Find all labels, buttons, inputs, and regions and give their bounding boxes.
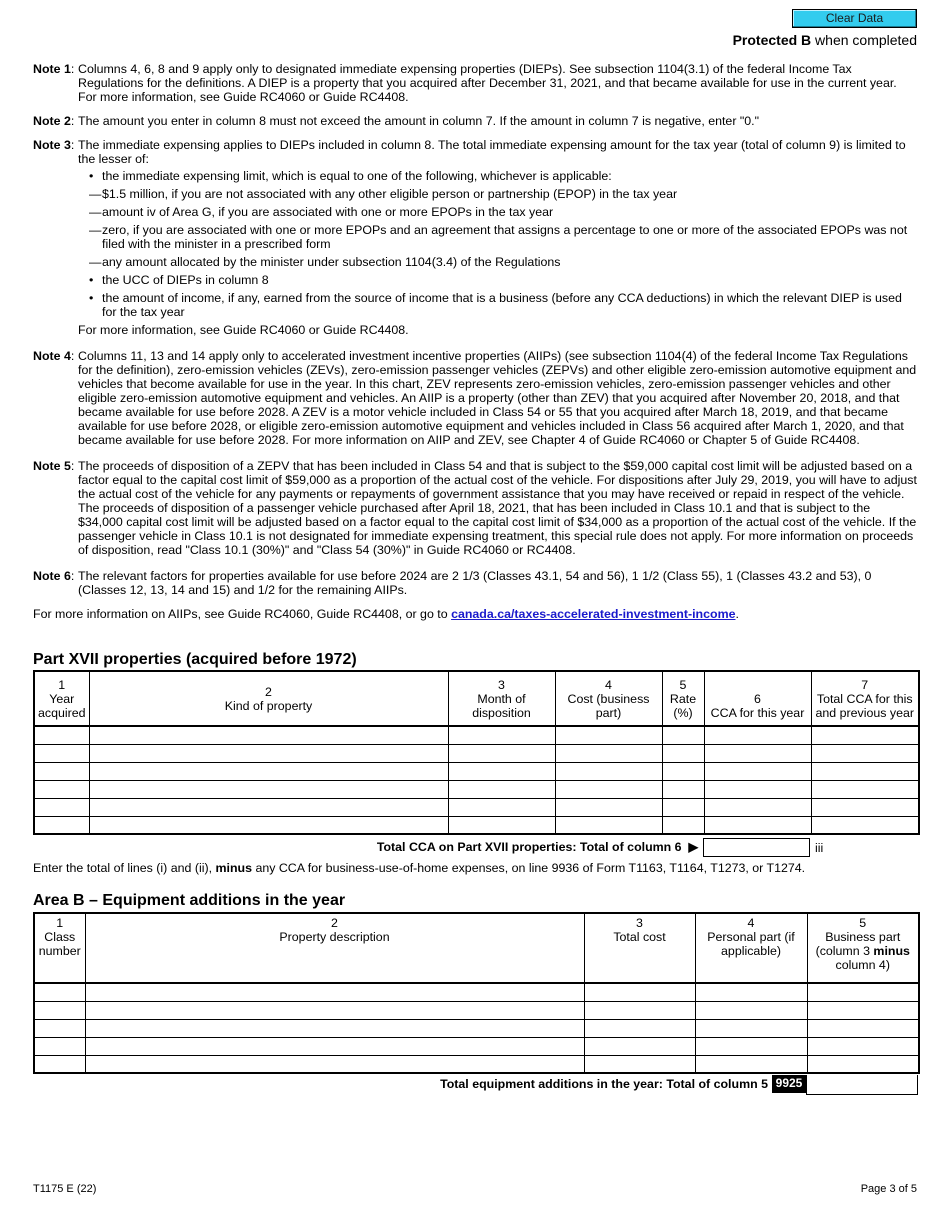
areab-col-3: 3 Total cost [584, 913, 695, 983]
areab-col-1: 1 Class number [34, 913, 85, 983]
part17-col-1: 1 Year acquired [34, 671, 89, 726]
part17-col-4: 4 Cost (business part) [555, 671, 662, 726]
table-cell[interactable] [811, 762, 919, 780]
table-cell[interactable] [811, 744, 919, 762]
table-cell[interactable] [89, 798, 448, 816]
table-cell[interactable] [584, 1037, 695, 1055]
note-4-label: Note 4 [33, 349, 71, 363]
table-cell[interactable] [811, 798, 919, 816]
table-cell[interactable] [584, 983, 695, 1001]
table-cell[interactable] [695, 1019, 807, 1037]
table-cell[interactable] [448, 762, 555, 780]
notes-section [33, 62, 918, 621]
table-row [34, 1001, 919, 1019]
table-cell[interactable] [704, 726, 811, 744]
note-6: Note 6: The relevant factors for properties available for use before 2024 are 2 1/3 (Classes 43.1, 54 and 56), 1 1/2 (Class 55), 1 (Classes 43.2 and 53), 0 (Classes 12, 13, 14 and 15) and 1/2 for the remaining AIIPs. [33, 569, 918, 597]
table-cell[interactable] [807, 1037, 919, 1055]
table-cell[interactable] [811, 726, 919, 744]
table-cell[interactable] [662, 780, 704, 798]
note-3: Note 3: The immediate expensing applies to DIEPs included in column 8. The total immediate expensing amount for the tax year (total of column 9) is limited to the lesser of: • the immediate expensing limit, which is equal to one of the following, whichever is applicable: — $1.5 million, if you are not associated with any other eligible person or partnership (EPOP) in the tax year — amount iv of Area G, if you are associated with one or more EPOPs in the tax year — zero, if you are associated with one or more EPOPs and an agreement that assigns a percentage to one or more of the associated EPOPs was not filed with the minister in a prescribed form — any amount allocated by the minister under subsection 1104(3.4) of the Regulations • the UCC of DIEPs in column 8 • the amount of income, if any, earned from the source of income that is a business (before any CCA deductions) in which the relevant DIEP is used for the tax year For more information, see Guide RC4060 or Guide RC4408. [33, 138, 918, 337]
table-cell[interactable] [448, 816, 555, 834]
table-cell[interactable] [555, 762, 662, 780]
table-cell[interactable] [662, 744, 704, 762]
instruction-bold: minus [215, 861, 252, 875]
instruction-post: any CCA for business-use-of-home expenses, on line 9936 of Form T1163, T1164, T1273, or T1274. [252, 861, 806, 875]
table-cell[interactable] [704, 762, 811, 780]
note-4-text: Columns 11, 13 and 14 apply only to accelerated investment incentive properties (AIIPs) (see subsection 1104(4) of the federal Income Tax Regulations for the definition), zero-emission vehicles (ZEVs), zero-emission passenger vehicles (ZEPVs) and other eligible zero-emission automotive equipment and vehicles that become available for use in the year. In this chart, ZEV represents zero-emission vehicles, zero-emission passenger vehicles and other eligible zero-emission automotive equipment and vehicles. An AIIP is a property (other than ZEV) that you acquired after November 20, 2018, and that became available for use before 2028. A ZEV is a motor vehicle included in Class 54 or 55 that you acquired after March 18, 2019, and that became available for use before 2028, or eligible zero-emission automotive equipment and vehicles included in Class 56 acquired after March 1, 2020, and that became available for use before 2028. For more information on AIIP and ZEV, see Chapter 4 of Guide RC4060 or Chapter 5 of Guide RC4408. [78, 349, 917, 447]
note-6-text: The relevant factors for properties available for use before 2024 are 2 1/3 (Classes 43.1, 54 and 56), 1 1/2 (Class 55), 1 (Classes 43.2 and 53), 0 (Classes 12, 13, 14 and 15) and 1/2 for the remaining AIIPs. [78, 569, 872, 597]
table-cell[interactable] [85, 1055, 584, 1073]
table-cell[interactable] [811, 816, 919, 834]
protected-b-rest: when completed [811, 32, 917, 48]
part17-col-5: 5 Rate (%) [662, 671, 704, 726]
note-2-label: Note 2 [33, 114, 71, 128]
table-cell[interactable] [584, 1001, 695, 1019]
areab-col-5: 5 Business part (column 3 minus column 4) [807, 913, 919, 983]
table-cell[interactable] [704, 780, 811, 798]
note-2-text: The amount you enter in column 8 must not exceed the amount in column 7. If the amount in column 7 is negative, enter "0." [78, 114, 760, 128]
part17-instruction [33, 861, 918, 875]
areab-title: Area B – Equipment additions in the year [33, 892, 346, 909]
note-2: Note 2: The amount you enter in column 8 must not exceed the amount in column 7. If the amount in column 7 is negative, enter "0." [33, 114, 918, 128]
list-item: • the immediate expensing limit, which is equal to one of the following, whichever is applicable: [102, 169, 918, 183]
table-cell[interactable] [89, 744, 448, 762]
table-row [34, 1019, 919, 1037]
table-row [34, 816, 919, 834]
table-cell[interactable] [34, 1001, 85, 1019]
table-cell[interactable] [89, 726, 448, 744]
note-1-text: Columns 4, 6, 8 and 9 apply only to designated immediate expensing properties (DIEPs). See subsection 1104(3.1) of the federal Income Tax Regulations for the definitions. A DIEP is a property that you acquired after December 31, 2021, and that became available for use in the current year. For more information, see Guide RC4060 or Guide RC4408. [78, 62, 897, 104]
part17-col-6: 6 CCA for this year [704, 671, 811, 726]
table-row [34, 983, 919, 1001]
part17-total-ref: iii [815, 841, 824, 855]
table-cell[interactable] [555, 798, 662, 816]
table-cell[interactable] [662, 798, 704, 816]
part17-total-label [200, 840, 698, 854]
table-cell[interactable] [555, 816, 662, 834]
table-cell[interactable] [85, 1037, 584, 1055]
note-1-label: Note 1 [33, 62, 71, 76]
protected-b-label [733, 32, 917, 48]
table-cell[interactable] [807, 1019, 919, 1037]
note-5: Note 5: The proceeds of disposition of a ZEPV that has been included in Class 54 and that is subject to the $59,000 capital cost limit will be adjusted based on a factor equal to the capital cost limit of $59,000 as a proportion of the actual cost of the vehicle. For dispositions after July 29, 2019, you will have to adjust the actual cost of the vehicle for any payments or repayments of government assistance that you may have received or repaid in respect of the vehicle. The proceeds of disposition of a passenger vehicle purchased after April 18, 2021, that has been included in Class 10.1 and that is subject to the $34,000 capital cost limit will be adjusted based on a factor equal to the capital cost limit of $34,000 as a proportion of the actual cost of the vehicle. If the passenger vehicle in Class 10.1 is not designated for immediate expensing treatment, this special rule does not apply. For more information on proceeds of disposition, read "Class 10.1 (30%)" and "Class 54 (30%)" in Guide RC4060 or RC4408. [33, 459, 917, 557]
table-cell[interactable] [584, 1019, 695, 1037]
note-1: Note 1: Columns 4, 6, 8 and 9 apply only to designated immediate expensing properties (DIEPs). See subsection 1104(3.1) of the federal Income Tax Regulations for the definitions. A DIEP is a property that you acquired after December 31, 2021, and that became available for use in the current year. For more information, see Guide RC4060 or Guide RC4408. [33, 62, 918, 104]
table-row [34, 1055, 919, 1073]
areab-table [33, 912, 920, 1074]
table-cell[interactable] [34, 726, 89, 744]
table-cell[interactable] [34, 1019, 85, 1037]
list-item: — amount iv of Area G, if you are associated with one or more EPOPs in the tax year [102, 205, 918, 219]
table-cell[interactable] [89, 762, 448, 780]
list-item: — $1.5 million, if you are not associated with any other eligible person or partnership (EPOP) in the tax year [102, 187, 918, 201]
table-cell[interactable] [807, 1055, 919, 1073]
table-cell[interactable] [704, 744, 811, 762]
table-cell[interactable] [555, 726, 662, 744]
part17-col-7: 7 Total CCA for this and previous year [811, 671, 919, 726]
page-number: Page 3 of 5 [860, 1183, 917, 1195]
note-3-more: For more information, see Guide RC4060 or Guide RC4408. [78, 323, 409, 337]
areab-total-input[interactable] [806, 1075, 918, 1095]
clear-data-button[interactable]: Clear Data [792, 9, 917, 28]
areab-col-2: 2 Property description [85, 913, 584, 983]
note-5-label: Note 5 [33, 459, 71, 473]
note-5-text: The proceeds of disposition of a ZEPV that has been included in Class 54 and that is subject to the $59,000 capital cost limit will be adjusted based on a factor equal to the capital cost limit of $59,000 as a proportion of the actual cost of the vehicle. For dispositions after July 29, 2019, you will have to adjust the actual cost of the vehicle for any payments or repayments of government assistance that you may have received or repaid in respect of the vehicle. The proceeds of disposition of a passenger vehicle purchased after April 18, 2021, that has been included in Class 10.1 and that is subject to the $34,000 capital cost limit will be adjusted based on a factor equal to the capital cost limit of $34,000 as a proportion of the actual cost of the vehicle. If the passenger vehicle in Class 10.1 is not designated for immediate expensing treatment, this special rule does not apply. For more information on proceeds of disposition, read "Class 10.1 (30%)" and "Class 54 (30%)" in Guide RC4060 or RC4408. [78, 459, 917, 557]
table-cell[interactable] [34, 816, 89, 834]
part17-table [33, 670, 920, 835]
table-cell[interactable] [34, 744, 89, 762]
table-row [34, 744, 919, 762]
table-cell[interactable] [662, 726, 704, 744]
table-cell[interactable] [662, 816, 704, 834]
table-cell[interactable] [695, 1037, 807, 1055]
line-code-badge: 9925 [772, 1075, 806, 1093]
table-cell[interactable] [448, 798, 555, 816]
table-cell[interactable] [34, 798, 89, 816]
aiip-info [33, 607, 918, 621]
table-cell[interactable] [34, 983, 85, 1001]
aiip-link[interactable]: canada.ca/taxes-accelerated-investment-income [451, 607, 736, 621]
table-cell[interactable] [448, 726, 555, 744]
part17-col-3: 3 Month of disposition [448, 671, 555, 726]
table-cell[interactable] [85, 1001, 584, 1019]
table-cell[interactable] [85, 1019, 584, 1037]
part17-total-input[interactable] [703, 838, 810, 857]
table-row [34, 780, 919, 798]
table-cell[interactable] [662, 762, 704, 780]
aiip-info-end: . [735, 607, 739, 621]
table-cell[interactable] [704, 798, 811, 816]
note-3-list [78, 169, 918, 319]
note-6-label: Note 6 [33, 569, 71, 583]
areab-total-label: Total equipment additions in the year: Total of column 5 [440, 1077, 768, 1091]
table-cell[interactable] [807, 1001, 919, 1019]
table-row [34, 1037, 919, 1055]
list-item: • the amount of income, if any, earned from the source of income that is a business (before any CCA deductions) in which the relevant DIEP is used for the tax year [102, 291, 918, 319]
areab-col-4: 4 Personal part (if applicable) [695, 913, 807, 983]
table-cell[interactable] [704, 816, 811, 834]
table-row [34, 726, 919, 744]
part17-col-2: 2 Kind of property [89, 671, 448, 726]
areab-header-row [34, 913, 919, 983]
table-cell[interactable] [34, 1037, 85, 1055]
part17-header-row [34, 671, 919, 726]
protected-b-bold: Protected B [732, 32, 812, 48]
list-item: — any amount allocated by the minister under subsection 1104(3.4) of the Regulations [102, 255, 918, 269]
note-3-label: Note 3 [33, 138, 71, 152]
table-cell[interactable] [34, 1055, 85, 1073]
list-item: — zero, if you are associated with one or more EPOPs and an agreement that assigns a percentage to one or more of the associated EPOPs was not filed with the minister in a prescribed form [102, 223, 918, 251]
table-cell[interactable] [555, 744, 662, 762]
table-cell[interactable] [807, 983, 919, 1001]
part17-title: Part XVII properties (acquired before 1972) [33, 651, 357, 668]
table-cell[interactable] [695, 983, 807, 1001]
table-cell[interactable] [695, 1055, 807, 1073]
note-3-text: The immediate expensing applies to DIEPs included in column 8. The total immediate expensing amount for the tax year (total of column 9) is limited to the lesser of: [78, 138, 906, 166]
instruction-pre: Enter the total of lines (i) and (ii), [33, 861, 216, 875]
note-4: Note 4: Columns 11, 13 and 14 apply only to accelerated investment incentive properties (AIIPs) (see subsection 1104(4) of the federal Income Tax Regulations for the definition), zero-emission vehicles (ZEVs), zero-emission passenger vehicles (ZEPVs) and other eligible zero-emission automotive equipment and vehicles that become available for use in the year. In this chart, ZEV represents zero-emission vehicles, zero-emission passenger vehicles and other eligible zero-emission automotive equipment and vehicles. An AIIP is a property (other than ZEV) that you acquired after November 20, 2018, and that became available for use before 2028. A ZEV is a motor vehicle included in Class 54 or 55 that you acquired after March 18, 2019, and that became available for use before 2028, or eligible zero-emission automotive equipment and vehicles included in Class 56 acquired after March 1, 2020, and that became available for use before 2028. For more information on AIIP and ZEV, see Chapter 4 of Guide RC4060 or Chapter 5 of Guide RC4408. [33, 349, 917, 447]
table-cell[interactable] [695, 1001, 807, 1019]
arrow-right-icon: ▶ [688, 840, 698, 854]
table-row [34, 762, 919, 780]
table-cell[interactable] [34, 762, 89, 780]
table-cell[interactable] [811, 780, 919, 798]
table-cell[interactable] [555, 780, 662, 798]
form-id: T1175 E (22) [33, 1183, 97, 1195]
table-cell[interactable] [85, 983, 584, 1001]
table-cell[interactable] [584, 1055, 695, 1073]
table-cell[interactable] [448, 744, 555, 762]
table-row [34, 798, 919, 816]
table-cell[interactable] [448, 780, 555, 798]
list-item: • the UCC of DIEPs in column 8 [102, 273, 918, 287]
table-cell[interactable] [89, 780, 448, 798]
part17-total-text: Total CCA on Part XVII properties: Total of column 6 [376, 840, 682, 854]
table-cell[interactable] [89, 816, 448, 834]
aiip-info-text: For more information on AIIPs, see Guide RC4060, Guide RC4408, or go to [33, 607, 452, 621]
table-cell[interactable] [34, 780, 89, 798]
